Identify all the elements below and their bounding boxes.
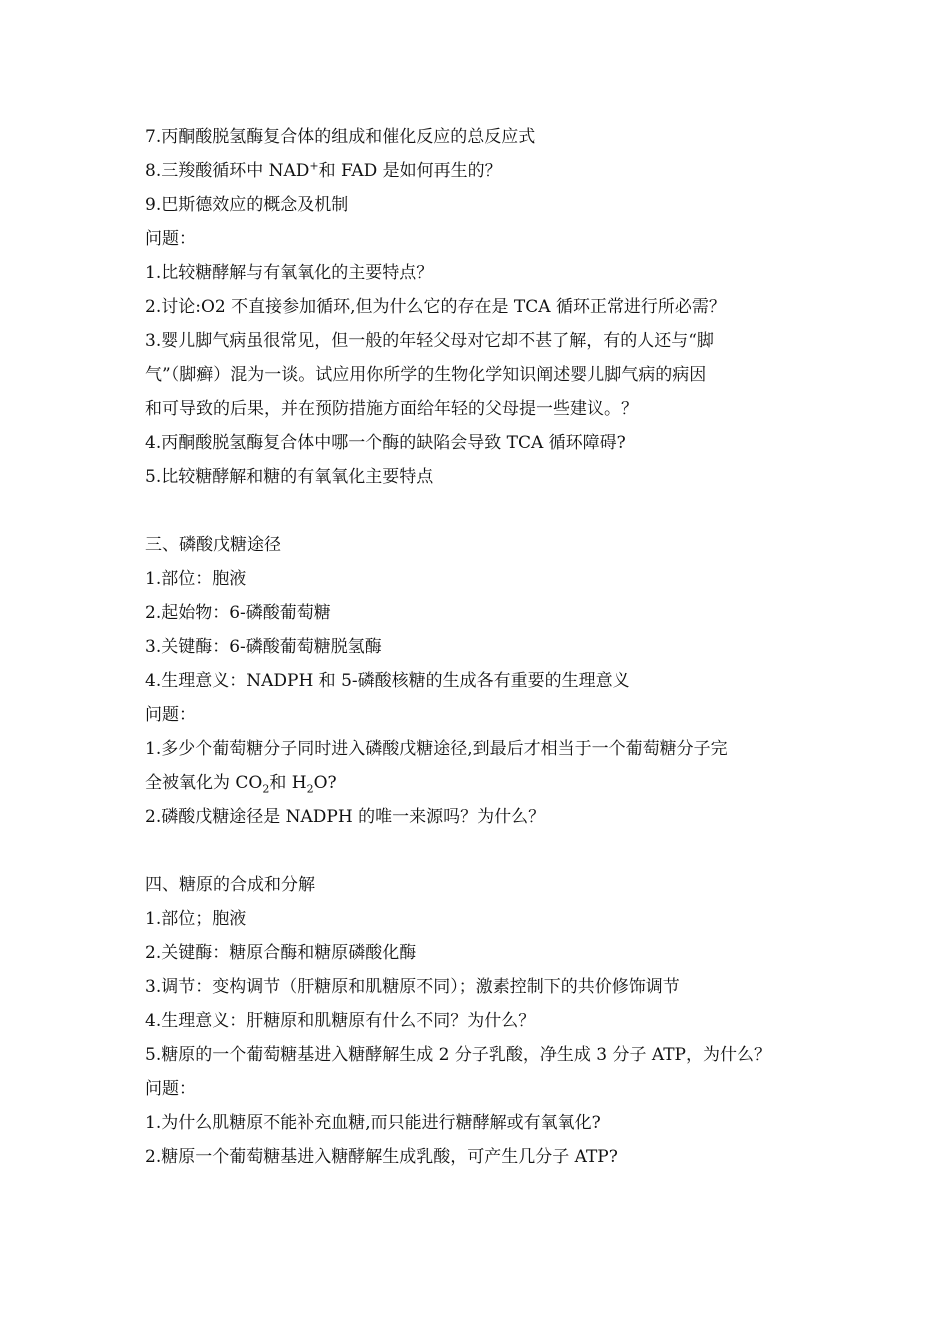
question-item: 2.糖原一个葡萄糖基进入糖酵解生成乳酸，可产生几分子 ATP? (145, 1147, 618, 1167)
list-item: 4.生理意义：NADPH 和 5-磷酸核糖的生成各有重要的生理意义 (145, 671, 630, 691)
list-item: 2.起始物：6-磷酸葡萄糖 (145, 603, 331, 623)
question-item: 和可导致的后果，并在预防措施方面给年轻的父母提一些建议。？ (145, 399, 638, 419)
list-item: 4.生理意义：肝糖原和肌糖原有什么不同？为什么？ (145, 1011, 536, 1031)
item8-superscript: + (309, 159, 319, 173)
item8-prefix: 8.三羧酸循环中 NAD (145, 161, 310, 181)
questions-label: 问题： (145, 229, 196, 249)
item8-suffix: 和 FAD 是如何再生的？ (318, 161, 502, 181)
question-item: 4.丙酮酸脱氢酶复合体中哪一个酶的缺陷会导致 TCA 循环障碍? (145, 433, 626, 453)
question-item: 1.多少个葡萄糖分子同时进入磷酸戊糖途径,到最后才相当于一个葡萄糖分子完 (145, 739, 728, 759)
document-body (145, 120, 825, 1174)
question-item: 1.为什么肌糖原不能补充血糖,而只能进行糖酵解或有氧氧化? (145, 1113, 601, 1133)
question-item: 2.磷酸戊糖途径是 NADPH 的唯一来源吗？为什么？ (145, 807, 546, 827)
question-item: 2.讨论:O2 不直接参加循环,但为什么它的存在是 TCA 循环正常进行所必需？ (145, 297, 726, 317)
list-item: 3.关键酶：6-磷酸葡萄糖脱氢酶 (145, 637, 382, 657)
q1-subscript-1: 2 (262, 782, 270, 796)
list-item: 2.关键酶：糖原合酶和糖原磷酸化酶 (145, 943, 417, 963)
question-item: 3.婴儿脚气病虽很常见，但一般的年轻父母对它却不甚了解，有的人还与“脚 (145, 331, 714, 351)
list-item: 3.调节：变构调节（肝糖原和肌糖原不同）；激素控制下的共价修饰调节 (145, 977, 680, 997)
question-item: 5.比较糖酵解和糖的有氧氧化主要特点 (145, 467, 434, 487)
list-item: 7.丙酮酸脱氢酶复合体的组成和催化反应的总反应式 (145, 127, 536, 147)
q1-text-a: 全被氧化为 CO (145, 773, 263, 793)
questions-label: 问题： (145, 705, 196, 725)
list-item: 5.糖原的一个葡萄糖基进入糖酵解生成 2 分子乳酸，净生成 3 分子 ATP，为什么？ (145, 1045, 771, 1065)
q1-text-c: O? (313, 773, 337, 793)
q1-subscript-2: 2 (306, 782, 314, 796)
section-heading: 三、磷酸戊糖途径 (145, 535, 281, 555)
section-spacer (145, 834, 825, 868)
section-heading: 四、糖原的合成和分解 (145, 875, 315, 895)
list-item: 1.部位：胞液 (145, 569, 247, 589)
question-item (145, 766, 825, 800)
list-item: 1.部位；胞液 (145, 909, 247, 929)
question-item: 气”（脚癣）混为一谈。试应用你所学的生物化学知识阐述婴儿脚气病的病因 (145, 365, 707, 385)
section-spacer (145, 494, 825, 528)
questions-label: 问题： (145, 1079, 196, 1099)
q1-text-b: 和 H (269, 773, 307, 793)
question-item: 1.比较糖酵解与有氧氧化的主要特点？ (145, 263, 434, 283)
list-item (145, 154, 825, 188)
list-item: 9.巴斯德效应的概念及机制 (145, 195, 349, 215)
